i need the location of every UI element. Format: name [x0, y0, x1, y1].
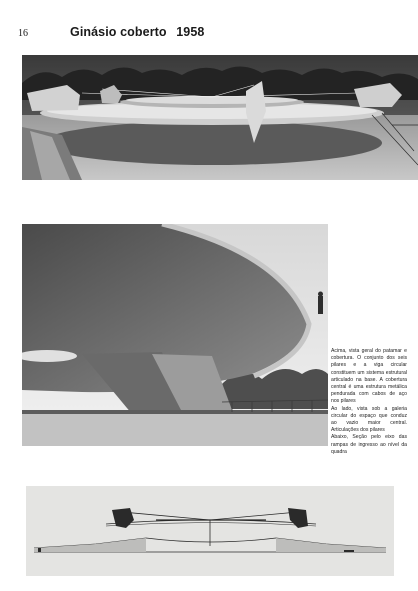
title-text: Ginásio coberto — [70, 25, 167, 39]
caption-paragraph-bottom: Abaixo, Seção pelo eixo das rampas de ingresso ao nível da quadra — [331, 434, 407, 455]
photo-general-view — [22, 55, 418, 180]
photo-gallery-view — [22, 224, 328, 446]
caption-paragraph-top: Acima, vista geral do patamar e cobertura. O conjunto dos seis pilares e a viga circular constituem um sistema estrutural articulado na base. A cobertura central é uma estrutura metálica pendurada com cabos de aço nos pilares — [331, 348, 407, 405]
page-title — [70, 25, 210, 39]
photo-caption — [331, 348, 407, 456]
section-drawing-image — [26, 486, 394, 576]
photo-gallery-view-image — [22, 224, 328, 446]
page-number: 16 — [18, 28, 28, 39]
section-drawing — [26, 486, 394, 576]
photo-general-view-image — [22, 55, 418, 180]
title-year: 1958 — [176, 25, 205, 39]
caption-paragraph-side: Ao lado, vista sob a galeria circular do espaço que conduz ao vazio maior central. Articulações dos pilares — [331, 405, 407, 434]
